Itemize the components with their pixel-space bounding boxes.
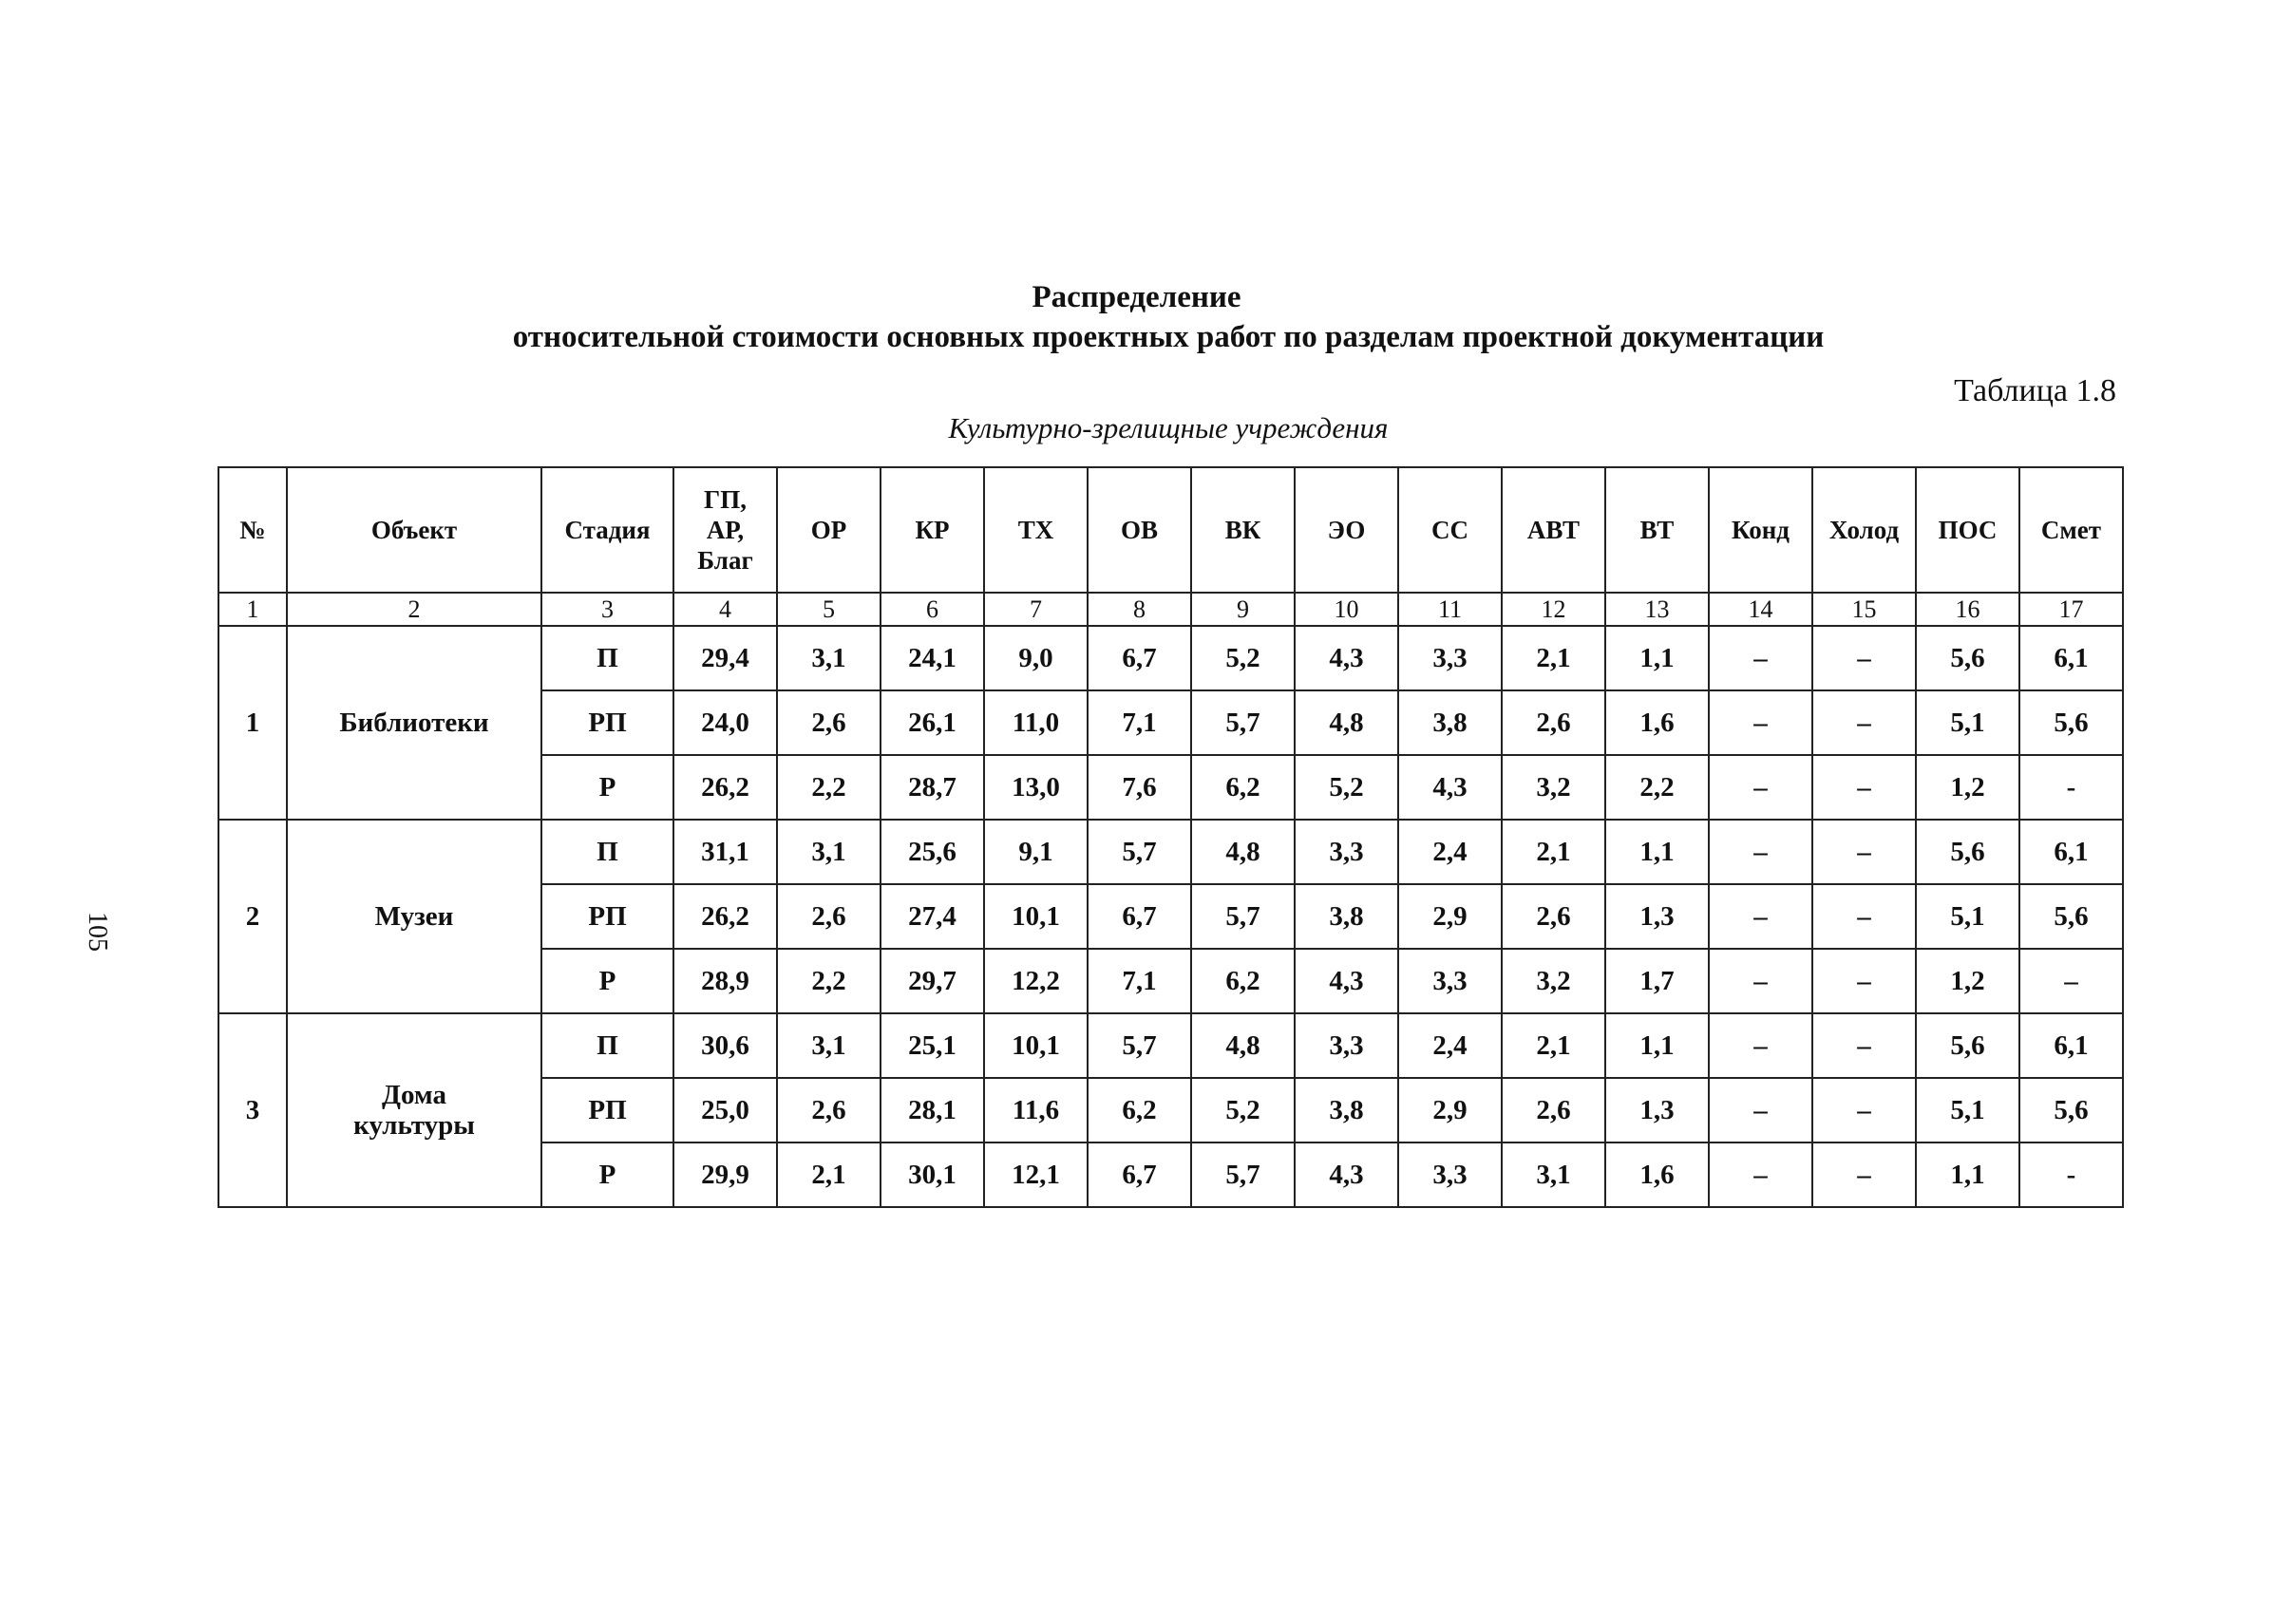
- value-cell: 24,0: [673, 690, 777, 755]
- value-cell: 5,1: [1916, 690, 2019, 755]
- value-cell: 10,1: [984, 884, 1088, 949]
- column-number: 7: [984, 593, 1088, 626]
- value-cell: –: [1812, 884, 1916, 949]
- value-cell: 4,3: [1295, 949, 1398, 1013]
- value-cell: 1,1: [1916, 1142, 2019, 1207]
- value-cell: 2,4: [1398, 1013, 1502, 1078]
- table-row: [218, 820, 2123, 884]
- column-header: ВК: [1191, 467, 1295, 593]
- value-cell: –: [1812, 1142, 1916, 1207]
- value-cell: 12,1: [984, 1142, 1088, 1207]
- value-cell: –: [1709, 949, 1812, 1013]
- value-cell: 2,1: [1502, 820, 1605, 884]
- value-cell: 3,3: [1398, 626, 1502, 690]
- column-number: 10: [1295, 593, 1398, 626]
- column-header: №: [218, 467, 287, 593]
- stage-cell: РП: [541, 1078, 673, 1142]
- value-cell: 30,1: [881, 1142, 984, 1207]
- value-cell: 2,9: [1398, 1078, 1502, 1142]
- value-cell: 1,6: [1605, 1142, 1709, 1207]
- value-cell: 5,6: [2019, 1078, 2123, 1142]
- stage-cell: Р: [541, 1142, 673, 1207]
- value-cell: 7,6: [1088, 755, 1191, 820]
- table-row: [218, 1013, 2123, 1078]
- value-cell: 3,8: [1295, 1078, 1398, 1142]
- column-number: 4: [673, 593, 777, 626]
- column-number: 5: [777, 593, 881, 626]
- value-cell: 28,9: [673, 949, 777, 1013]
- value-cell: 5,7: [1191, 884, 1295, 949]
- object-number-cell: 2: [218, 820, 287, 1013]
- value-cell: 26,2: [673, 884, 777, 949]
- column-number: 11: [1398, 593, 1502, 626]
- value-cell: 1,1: [1605, 1013, 1709, 1078]
- column-header: ПОС: [1916, 467, 2019, 593]
- value-cell: –: [1709, 1078, 1812, 1142]
- value-cell: –: [1709, 626, 1812, 690]
- value-cell: 5,6: [2019, 884, 2123, 949]
- value-cell: 3,2: [1502, 949, 1605, 1013]
- value-cell: 2,2: [1605, 755, 1709, 820]
- column-header: ЭО: [1295, 467, 1398, 593]
- value-cell: 2,6: [777, 1078, 881, 1142]
- value-cell: –: [1709, 820, 1812, 884]
- value-cell: 2,4: [1398, 820, 1502, 884]
- value-cell: –: [1709, 1142, 1812, 1207]
- value-cell: 5,7: [1191, 690, 1295, 755]
- value-cell: 3,2: [1502, 755, 1605, 820]
- value-cell: 3,3: [1398, 949, 1502, 1013]
- header-row: [218, 467, 2123, 593]
- value-cell: 26,2: [673, 755, 777, 820]
- column-number: 16: [1916, 593, 2019, 626]
- value-cell: 4,3: [1295, 626, 1398, 690]
- value-cell: 1,3: [1605, 884, 1709, 949]
- value-cell: –: [1812, 690, 1916, 755]
- value-cell: 5,2: [1191, 1078, 1295, 1142]
- page-number: 105: [83, 912, 112, 952]
- value-cell: 2,6: [1502, 690, 1605, 755]
- value-cell: 5,6: [2019, 690, 2123, 755]
- value-cell: –: [1812, 626, 1916, 690]
- column-number: 2: [287, 593, 541, 626]
- value-cell: 9,1: [984, 820, 1088, 884]
- column-number: 13: [1605, 593, 1709, 626]
- value-cell: 5,7: [1088, 1013, 1191, 1078]
- column-number: 8: [1088, 593, 1191, 626]
- column-header: СС: [1398, 467, 1502, 593]
- object-name-cell: Дома культуры: [287, 1013, 541, 1207]
- value-cell: –: [1812, 820, 1916, 884]
- stage-cell: Р: [541, 949, 673, 1013]
- value-cell: 5,7: [1088, 820, 1191, 884]
- value-cell: 5,2: [1191, 626, 1295, 690]
- value-cell: 2,6: [777, 690, 881, 755]
- value-cell: 5,7: [1191, 1142, 1295, 1207]
- stage-cell: П: [541, 1013, 673, 1078]
- value-cell: 25,0: [673, 1078, 777, 1142]
- value-cell: 2,2: [777, 949, 881, 1013]
- value-cell: 6,1: [2019, 1013, 2123, 1078]
- value-cell: 3,3: [1295, 1013, 1398, 1078]
- column-header: ОР: [777, 467, 881, 593]
- value-cell: 6,7: [1088, 884, 1191, 949]
- value-cell: 3,3: [1295, 820, 1398, 884]
- value-cell: 3,1: [777, 1013, 881, 1078]
- table-row: [218, 626, 2123, 690]
- value-cell: 6,7: [1088, 626, 1191, 690]
- value-cell: 4,3: [1295, 1142, 1398, 1207]
- column-header: Смет: [2019, 467, 2123, 593]
- column-header: Стадия: [541, 467, 673, 593]
- value-cell: 31,1: [673, 820, 777, 884]
- value-cell: 2,1: [777, 1142, 881, 1207]
- value-cell: 27,4: [881, 884, 984, 949]
- value-cell: –: [1812, 1078, 1916, 1142]
- value-cell: 9,0: [984, 626, 1088, 690]
- column-header: АВТ: [1502, 467, 1605, 593]
- value-cell: 4,8: [1295, 690, 1398, 755]
- value-cell: 4,8: [1191, 820, 1295, 884]
- value-cell: 5,1: [1916, 1078, 2019, 1142]
- value-cell: 29,7: [881, 949, 984, 1013]
- value-cell: 2,6: [1502, 1078, 1605, 1142]
- column-header: Холод: [1812, 467, 1916, 593]
- stage-cell: П: [541, 626, 673, 690]
- value-cell: 26,1: [881, 690, 984, 755]
- value-cell: 1,3: [1605, 1078, 1709, 1142]
- object-number-cell: 1: [218, 626, 287, 820]
- value-cell: –: [1812, 949, 1916, 1013]
- column-number: 17: [2019, 593, 2123, 626]
- stage-cell: РП: [541, 690, 673, 755]
- value-cell: 6,7: [1088, 1142, 1191, 1207]
- value-cell: –: [1812, 755, 1916, 820]
- object-number-cell: 3: [218, 1013, 287, 1207]
- value-cell: 6,2: [1191, 949, 1295, 1013]
- column-number: 3: [541, 593, 673, 626]
- value-cell: 11,0: [984, 690, 1088, 755]
- value-cell: 25,6: [881, 820, 984, 884]
- stage-cell: П: [541, 820, 673, 884]
- value-cell: 3,1: [777, 626, 881, 690]
- value-cell: 2,6: [1502, 884, 1605, 949]
- column-number: 9: [1191, 593, 1295, 626]
- column-header: Объект: [287, 467, 541, 593]
- value-cell: –: [1709, 1013, 1812, 1078]
- column-header: ОВ: [1088, 467, 1191, 593]
- column-header: ВТ: [1605, 467, 1709, 593]
- column-number: 1: [218, 593, 287, 626]
- title-line-2: относительной стоимости основных проектных работ по разделам проектной документации: [512, 320, 1825, 354]
- value-cell: 3,1: [777, 820, 881, 884]
- value-cell: 1,2: [1916, 949, 2019, 1013]
- value-cell: 25,1: [881, 1013, 984, 1078]
- value-cell: 6,1: [2019, 820, 2123, 884]
- value-cell: 6,2: [1088, 1078, 1191, 1142]
- value-cell: 2,2: [777, 755, 881, 820]
- column-header: КР: [881, 467, 984, 593]
- value-cell: 12,2: [984, 949, 1088, 1013]
- column-header: ТХ: [984, 467, 1088, 593]
- value-cell: 29,9: [673, 1142, 777, 1207]
- object-name-cell: Библиотеки: [287, 626, 541, 820]
- value-cell: 1,6: [1605, 690, 1709, 755]
- value-cell: 3,8: [1295, 884, 1398, 949]
- object-name-cell: Музеи: [287, 820, 541, 1013]
- value-cell: 29,4: [673, 626, 777, 690]
- value-cell: 4,8: [1191, 1013, 1295, 1078]
- value-cell: 1,1: [1605, 820, 1709, 884]
- value-cell: 3,1: [1502, 1142, 1605, 1207]
- value-cell: 1,1: [1605, 626, 1709, 690]
- value-cell: 2,1: [1502, 626, 1605, 690]
- value-cell: 28,1: [881, 1078, 984, 1142]
- value-cell: –: [1709, 884, 1812, 949]
- value-cell: 5,6: [1916, 626, 2019, 690]
- value-cell: 7,1: [1088, 949, 1191, 1013]
- value-cell: 5,6: [1916, 820, 2019, 884]
- column-header: Конд: [1709, 467, 1812, 593]
- value-cell: 4,3: [1398, 755, 1502, 820]
- value-cell: 28,7: [881, 755, 984, 820]
- value-cell: 2,6: [777, 884, 881, 949]
- value-cell: 10,1: [984, 1013, 1088, 1078]
- value-cell: -: [2019, 755, 2123, 820]
- value-cell: 5,1: [1916, 884, 2019, 949]
- column-number-row: [218, 593, 2123, 626]
- value-cell: –: [1709, 755, 1812, 820]
- column-header: ГП, АР, Благ: [673, 467, 777, 593]
- column-number: 6: [881, 593, 984, 626]
- stage-cell: Р: [541, 755, 673, 820]
- column-number: 12: [1502, 593, 1605, 626]
- table-subtitle: Культурно-зрелищные учреждения: [948, 411, 1389, 444]
- value-cell: 6,2: [1191, 755, 1295, 820]
- value-cell: 1,7: [1605, 949, 1709, 1013]
- value-cell: 2,9: [1398, 884, 1502, 949]
- value-cell: –: [2019, 949, 2123, 1013]
- table-label: Таблица 1.8: [1954, 373, 2116, 408]
- title-line-1: Распределение: [1032, 280, 1241, 314]
- value-cell: 3,8: [1398, 690, 1502, 755]
- value-cell: 11,6: [984, 1078, 1088, 1142]
- value-cell: 30,6: [673, 1013, 777, 1078]
- value-cell: 3,3: [1398, 1142, 1502, 1207]
- value-cell: 1,2: [1916, 755, 2019, 820]
- value-cell: –: [1812, 1013, 1916, 1078]
- stage-cell: РП: [541, 884, 673, 949]
- value-cell: -: [2019, 1142, 2123, 1207]
- column-number: 14: [1709, 593, 1812, 626]
- value-cell: 24,1: [881, 626, 984, 690]
- value-cell: 5,2: [1295, 755, 1398, 820]
- cost-distribution-table: [218, 466, 2124, 1208]
- value-cell: 2,1: [1502, 1013, 1605, 1078]
- column-number: 15: [1812, 593, 1916, 626]
- value-cell: –: [1709, 690, 1812, 755]
- value-cell: 6,1: [2019, 626, 2123, 690]
- value-cell: 7,1: [1088, 690, 1191, 755]
- value-cell: 13,0: [984, 755, 1088, 820]
- value-cell: 5,6: [1916, 1013, 2019, 1078]
